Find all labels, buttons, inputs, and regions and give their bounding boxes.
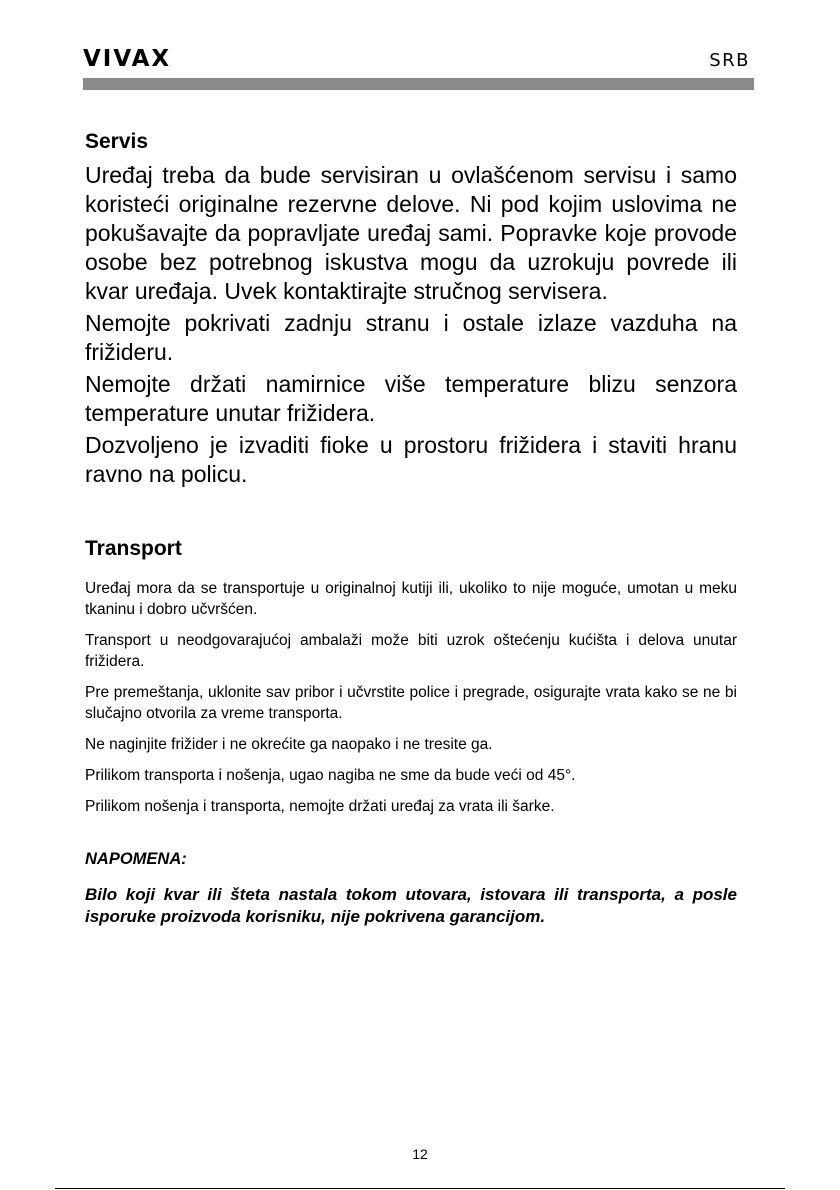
transport-paragraph: Prilikom transporta i nošenja, ugao nagiba ne sme da bude veći od 45°. [85,767,576,784]
page-number: 12 [412,1146,428,1162]
page-content [85,127,737,928]
footer-rule [55,1188,785,1189]
servis-paragraph: Dozvoljeno je izvaditi fioke u prostoru frižidera i staviti hranu ravno na policu. [85,432,737,487]
brand-logo: VIVAX [83,46,172,72]
servis-paragraph: Nemojte pokrivati zadnju stranu i ostale izlaze vazduha na frižideru. [85,310,737,365]
servis-paragraph: Uređaj treba da bude servisiran u ovlašćenom servisu i samo koristeći originalne rezervne delove. Ni pod kojim uslovima ne pokušavajte da popravljate uređaj sami. Popravke koje provode osobe bez potrebnog iskustva mogu da uzrokuju povrede ili kvar uređaja. Uvek kontaktirajte stručnog servisera. [85,162,737,304]
header-bar [83,78,754,90]
transport-section [85,578,737,817]
transport-paragraph: Prilikom nošenja i transporta, nemojte držati uređaj za vrata ili šarke. [85,798,555,815]
language-label: SRB [709,50,750,71]
servis-section [85,161,737,489]
servis-paragraph: Nemojte držati namirnice više temperature blizu senzora temperature unutar frižidera. [85,371,737,426]
servis-heading: Servis [85,130,149,153]
transport-paragraph: Transport u neodgovarajućoj ambalaži može biti uzrok oštećenju kućišta i delova unutar frižidera. [85,632,737,670]
transport-paragraph: Pre premeštanja, uklonite sav pribor i učvrstite police i pregrade, osigurajte vrata kako se ne bi slučajno otvorila za vreme transporta. [85,684,737,722]
note-heading: NAPOMENA: [85,850,187,868]
note-text: Bilo koji kvar ili šteta nastala tokom utovara, istovara ili transporta, a posle isporuke proizvoda korisniku, nije pokrivena garancijom. [85,885,737,926]
transport-paragraph: Uređaj mora da se transportuje u originalnoj kutiji ili, ukoliko to nije moguće, umotan u meku tkaninu i dobro učvršćen. [85,580,737,618]
transport-heading: Transport [85,537,182,560]
transport-paragraph: Ne naginjite frižider i ne okrećite ga naopako i ne tresite ga. [85,736,493,753]
